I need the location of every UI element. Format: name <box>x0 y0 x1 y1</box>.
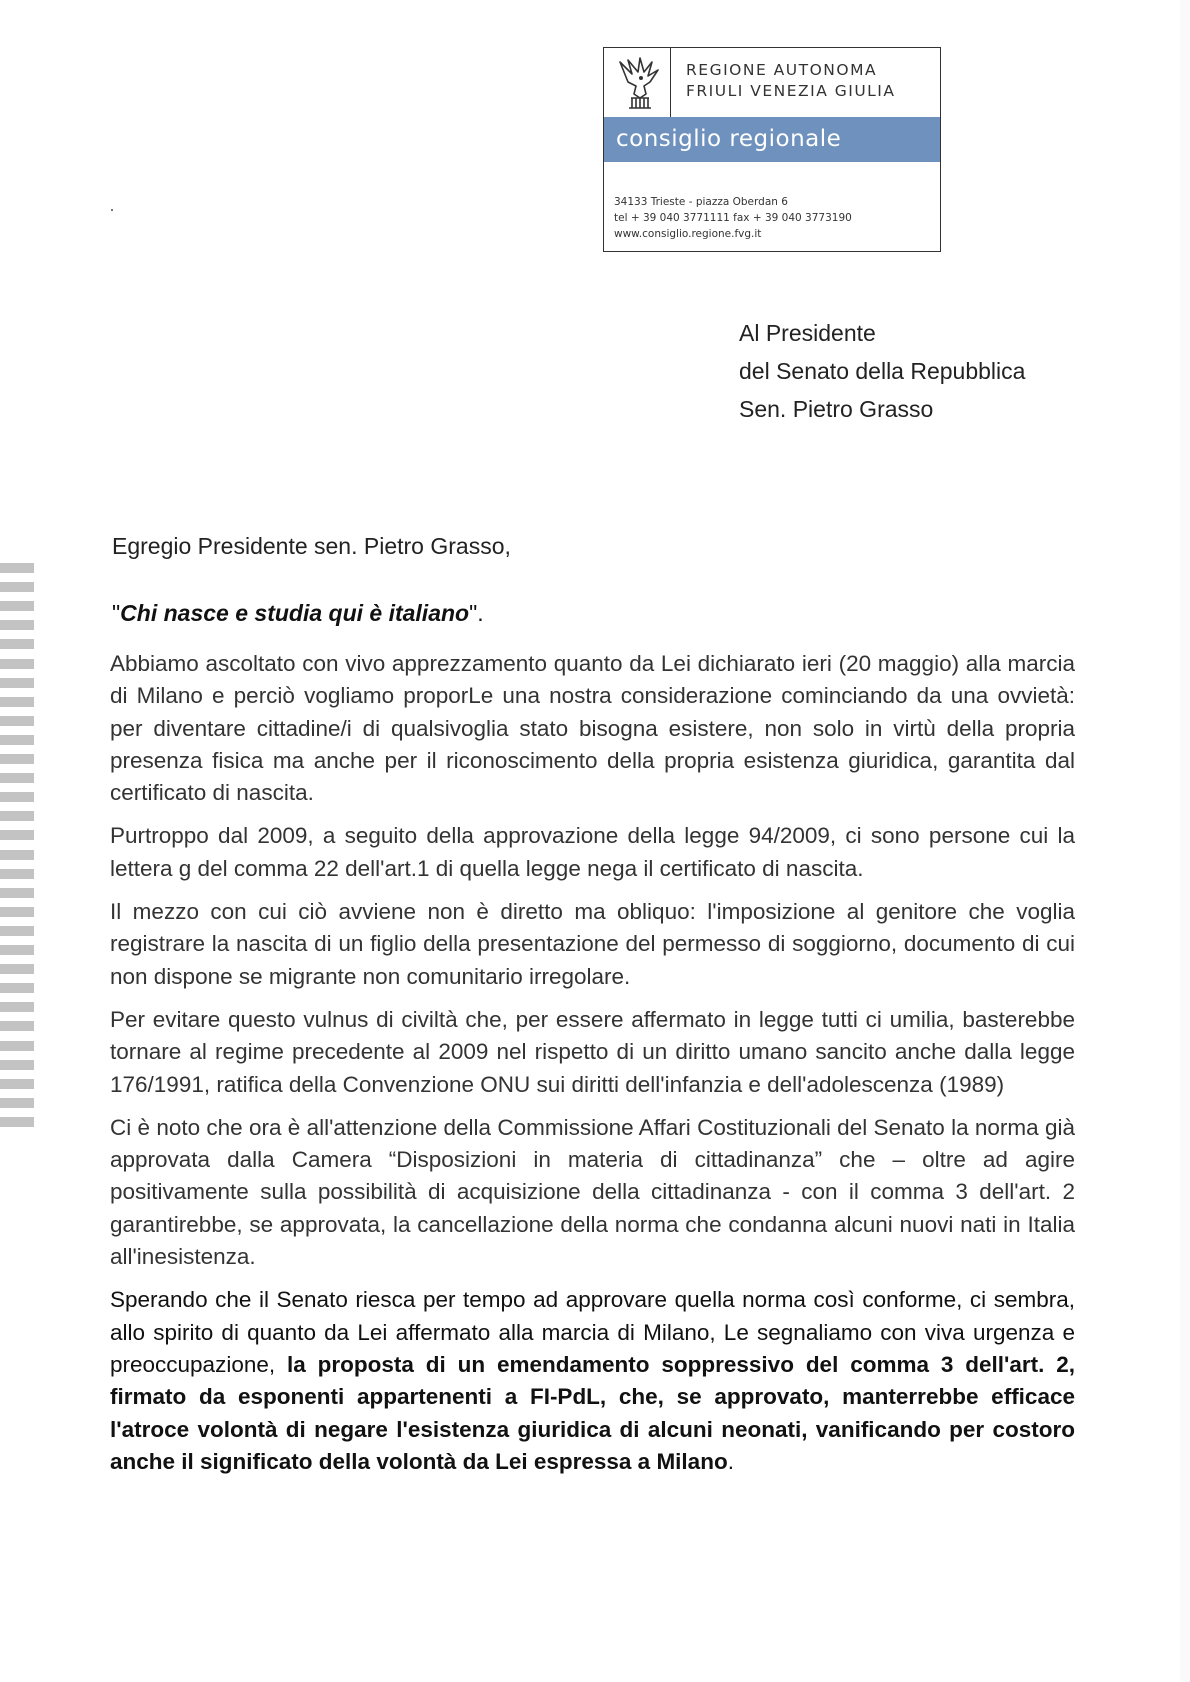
binding-mark <box>0 1060 34 1070</box>
binding-mark <box>0 1079 34 1089</box>
binding-mark <box>0 830 34 840</box>
binding-mark <box>0 773 34 783</box>
paragraph: Purtroppo dal 2009, a seguito della approvazione della legge 94/2009, ci sono persone cui la lettera g del comma 22 dell'art.1 di quella legge nega il certificato di nascita. <box>110 823 1075 881</box>
letterhead-divider <box>670 48 671 117</box>
binding-mark <box>0 983 34 993</box>
binding-mark <box>0 926 34 936</box>
binding-mark <box>0 1041 34 1051</box>
quote-text: Chi nasce e studia qui è italiano <box>120 600 470 626</box>
binding-mark <box>0 850 34 860</box>
binding-mark <box>0 620 34 630</box>
binding-mark <box>0 582 34 592</box>
scan-speck <box>111 209 113 211</box>
binding-marks <box>0 563 34 1133</box>
binding-mark <box>0 907 34 917</box>
recipient-block <box>739 314 1025 428</box>
page-edge <box>1180 0 1190 1682</box>
phone-line: tel + 39 040 3771111 fax + 39 040 3773190 <box>614 212 852 224</box>
recipient-line-3: Sen. Pietro Grasso <box>739 396 934 422</box>
binding-mark <box>0 945 34 955</box>
organization-name <box>686 60 895 102</box>
binding-mark <box>0 1098 34 1108</box>
binding-mark <box>0 1021 34 1031</box>
address-line: 34133 Trieste - piazza Oberdan 6 <box>614 196 788 208</box>
binding-mark <box>0 888 34 898</box>
letter-body <box>110 648 1075 1489</box>
organization-line-1: REGIONE AUTONOMA <box>686 61 878 79</box>
binding-mark <box>0 792 34 802</box>
paragraph: Ci è noto che ora è all'attenzione della Commissione Affari Costituzionali del Senato la norma già approvata dalla Camera “Disposizioni in materia di cittadinanza” che – oltre ad agire positivamente sulla possibilità di acquisizione della cittadinanza - con il comma 3 dell'art. 2 garantirebbe, se approvata, la cancellazione della norma che condanna alcuni nuovi nati in Italia all'inesistenza. <box>110 1114 1075 1270</box>
binding-mark <box>0 678 34 688</box>
website-line: www.consiglio.regione.fvg.it <box>614 228 762 240</box>
closing-paragraph <box>110 1284 1075 1478</box>
binding-mark <box>0 869 34 879</box>
binding-mark <box>0 563 34 573</box>
closing-paragraph-emphasis: la proposta di un emendamento soppressivo del comma 3 dell'art. 2, firmato da esponenti appartenenti a FI-PdL, che, se approvato, manterrebbe efficace l'atroce volontà di negare l'esistenza giuridica di alcuni neonati, vanificando per costoro anche il significato della volontà da Lei espressa a Milano <box>110 1351 1075 1474</box>
binding-mark <box>0 697 34 707</box>
binding-mark <box>0 735 34 745</box>
letterhead <box>603 47 941 252</box>
recipient-line-1: Al Presidente <box>739 320 876 346</box>
letterhead-header <box>604 48 940 117</box>
binding-mark <box>0 1117 34 1127</box>
binding-mark <box>0 716 34 726</box>
paragraph: Per evitare questo vulnus di civiltà che, per essere affermato in legge tutti ci umilia, basterebbe tornare al regime precedente al 2009 nel rispetto di un diritto umano sancito anche dalla legge 176/1991, ratifica della Convenzione ONU sui diritti dell'infanzia e dell'adolescenza (1989) <box>110 1006 1075 1097</box>
quote-heading: "Chi nasce e studia qui è italiano". <box>112 600 484 626</box>
salutation: Egregio Presidente sen. Pietro Grasso, <box>112 533 511 559</box>
recipient-line-2: del Senato della Repubblica <box>739 358 1026 384</box>
eagle-emblem-icon <box>614 54 664 112</box>
binding-mark <box>0 659 34 669</box>
binding-mark <box>0 811 34 821</box>
organization-line-2: FRIULI VENEZIA GIULIA <box>686 82 896 100</box>
binding-mark <box>0 754 34 764</box>
binding-mark <box>0 639 34 649</box>
closing-paragraph-end: . <box>727 1448 734 1474</box>
council-band: consiglio regionale <box>604 117 940 162</box>
paragraph: Abbiamo ascoltato con vivo apprezzamento quanto da Lei dichiarato ieri (20 maggio) alla marcia di Milano e perciò vogliamo proporLe una nostra considerazione cominciando da una ovvietà: per diventare cittadine/i di qualsivoglia stato bisogna esistere, non solo in virtù della propria presenza fisica ma anche per il riconoscimento della propria esistenza giuridica, garantita dal certificato di nascita. <box>110 651 1075 806</box>
binding-mark <box>0 964 34 974</box>
closing-paragraph-text: Sperando che il Senato riesca per tempo ad approvare quella norma così conforme, ci sembra, allo spirito di quanto da Lei affermato alla marcia di Milano, Le segnaliamo con viva urgenza e preoccupazione, <box>110 1287 1075 1377</box>
binding-mark <box>0 1002 34 1012</box>
letterhead-address <box>614 194 852 242</box>
paragraph: Il mezzo con cui ciò avviene non è diretto ma obliquo: l'imposizione al genitore che voglia registrare la nascita di un figlio della presentazione del permesso di soggiorno, documento di cui non dispone se migrante non comunitario irregolare. <box>110 899 1075 989</box>
binding-mark <box>0 601 34 611</box>
